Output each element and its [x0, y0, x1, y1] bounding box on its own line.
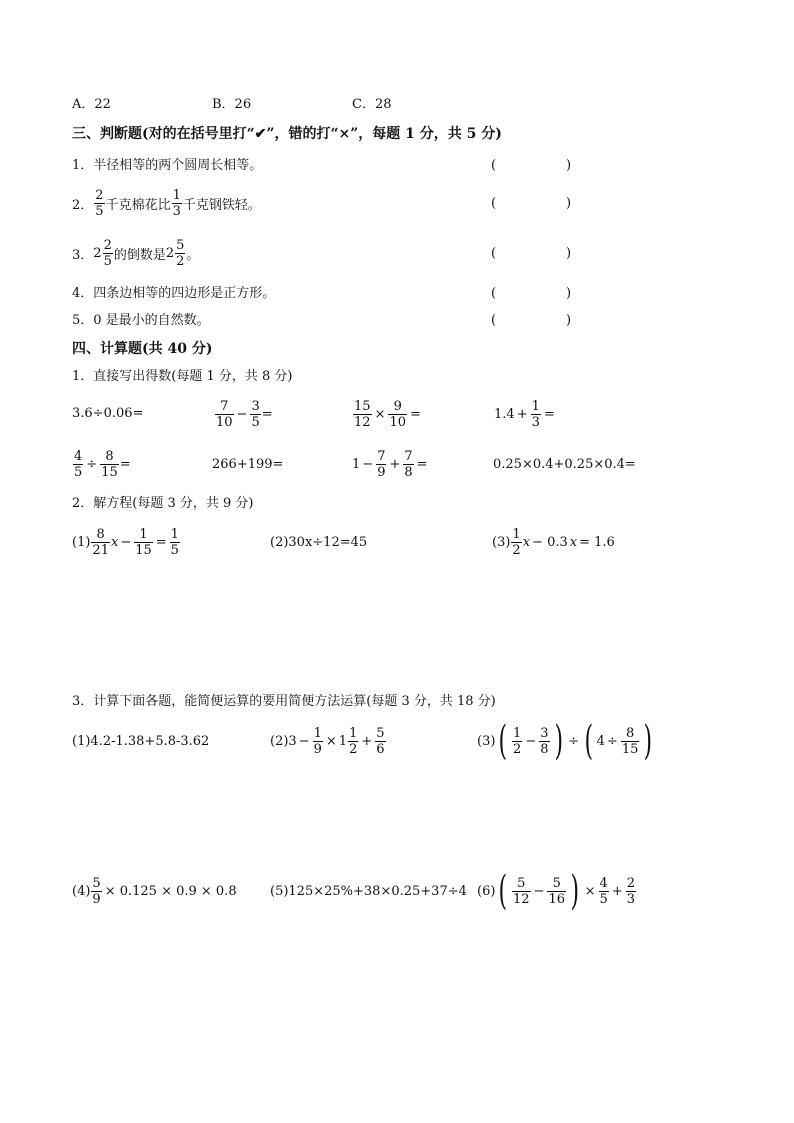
- part2-title: 2．解方程(每题 3 分，共 9 分): [72, 496, 254, 511]
- compute-2: (2) 3 − $\frac{1}{9}$ × 1 $\frac{1}{2}$ + $\frac{5}{6}$: [270, 725, 385, 757]
- fraction: $\frac{2}{5}$: [95, 187, 104, 219]
- calc-expr-5: $\frac{4}{5}$ ÷ $\frac{8}{15}$ =: [74, 448, 131, 480]
- section4-title: 四、计算题(共 40 分): [72, 341, 213, 357]
- right-paren-glyph: ): [570, 868, 580, 914]
- left-paren-glyph: (: [584, 718, 594, 764]
- section3-title: 三、判断题(对的在括号里打“✔”，错的打“×”，每题 1 分，共 5 分): [72, 126, 502, 142]
- judge-q3: 3． 2 $\frac{2}{5}$ 的倒数是 2 $\frac{5}{2}$ 。: [72, 237, 200, 269]
- calc-expr-7: 1 − $\frac{7}{9}$ + $\frac{7}{8}$ =: [352, 448, 428, 480]
- left-paren-glyph: (: [498, 718, 508, 764]
- judge-q2: 2． $\frac{2}{5}$ 千克棉花比 $\frac{1}{3}$ 千克钢铁轻。: [72, 187, 261, 219]
- answer-paren-close[interactable]: ): [566, 196, 572, 211]
- calc-expr-2: $\frac{7}{10}$ − $\frac{3}{5}$ =: [216, 398, 273, 430]
- answer-paren-close[interactable]: ): [566, 158, 572, 173]
- answer-paren-close[interactable]: ): [566, 286, 572, 301]
- answer-paren-open[interactable]: (: [491, 286, 497, 301]
- option-a: A．22: [72, 97, 111, 112]
- answer-paren-open[interactable]: (: [491, 246, 497, 261]
- answer-paren-open[interactable]: (: [491, 196, 497, 211]
- compute-6: (6) ( $\frac{5}{12}$ − $\frac{5}{16}$ ) × $\frac{4}{5}$ + $\frac{2}{3}$: [477, 868, 636, 914]
- calc-expr-4: 1.4 + $\frac{1}{3}$ =: [494, 398, 555, 430]
- answer-paren-open[interactable]: (: [491, 313, 497, 328]
- fraction: $\frac{5}{2}$: [176, 237, 185, 269]
- right-paren-glyph: ): [554, 718, 563, 764]
- compute-1: (1)4.2-1.38+5.8-3.62: [72, 734, 210, 749]
- equation-2: (2)30x÷12=45: [270, 535, 368, 550]
- part1-title: 1．直接写出得数(每题 1 分，共 8 分): [72, 369, 293, 384]
- calc-expr-6: 266+199=: [212, 457, 284, 472]
- judge-q4: 4．四条边相等的四边形是正方形。: [72, 286, 276, 301]
- calc-expr-1: 3.6÷0.06=: [72, 406, 144, 421]
- judge-q1: 1．半径相等的两个圆周长相等。: [72, 158, 263, 173]
- calc-expr-3: $\frac{15}{12}$ × $\frac{9}{10}$ =: [354, 398, 421, 430]
- left-paren-glyph: (: [498, 868, 508, 914]
- right-paren-glyph: ): [643, 718, 653, 764]
- compute-4: (4) $\frac{5}{9}$ × 0.125 × 0.9 × 0.8: [72, 875, 237, 907]
- calc-expr-8: 0.25×0.4+0.25×0.4=: [493, 457, 636, 472]
- option-c: C．28: [352, 97, 392, 112]
- compute-3: (3) ( $\frac{1}{2}$ − $\frac{3}{8}$ ) ÷ ( 4 ÷ $\frac{8}{15}$ ): [477, 718, 653, 764]
- equation-3: (3) $\frac{1}{2}$ x − 0.3 x = 1.6: [492, 526, 615, 558]
- option-b: B．26: [212, 97, 252, 112]
- fraction: $\frac{2}{5}$: [103, 237, 112, 269]
- part3-title: 3．计算下面各题，能简便运算的要用简便方法运算(每题 3 分，共 18 分): [72, 694, 496, 709]
- judge-q5: 5．0 是最小的自然数。: [72, 313, 210, 328]
- answer-paren-open[interactable]: (: [491, 158, 497, 173]
- equation-1: (1) $\frac{8}{21}$ x − $\frac{1}{15}$ = $\frac{1}{5}$: [72, 526, 179, 558]
- fraction: $\frac{1}{3}$: [172, 187, 181, 219]
- answer-paren-close[interactable]: ): [566, 313, 572, 328]
- answer-paren-close[interactable]: ): [566, 246, 572, 261]
- compute-5: (5)125×25%+38×0.25+37÷4: [270, 884, 467, 899]
